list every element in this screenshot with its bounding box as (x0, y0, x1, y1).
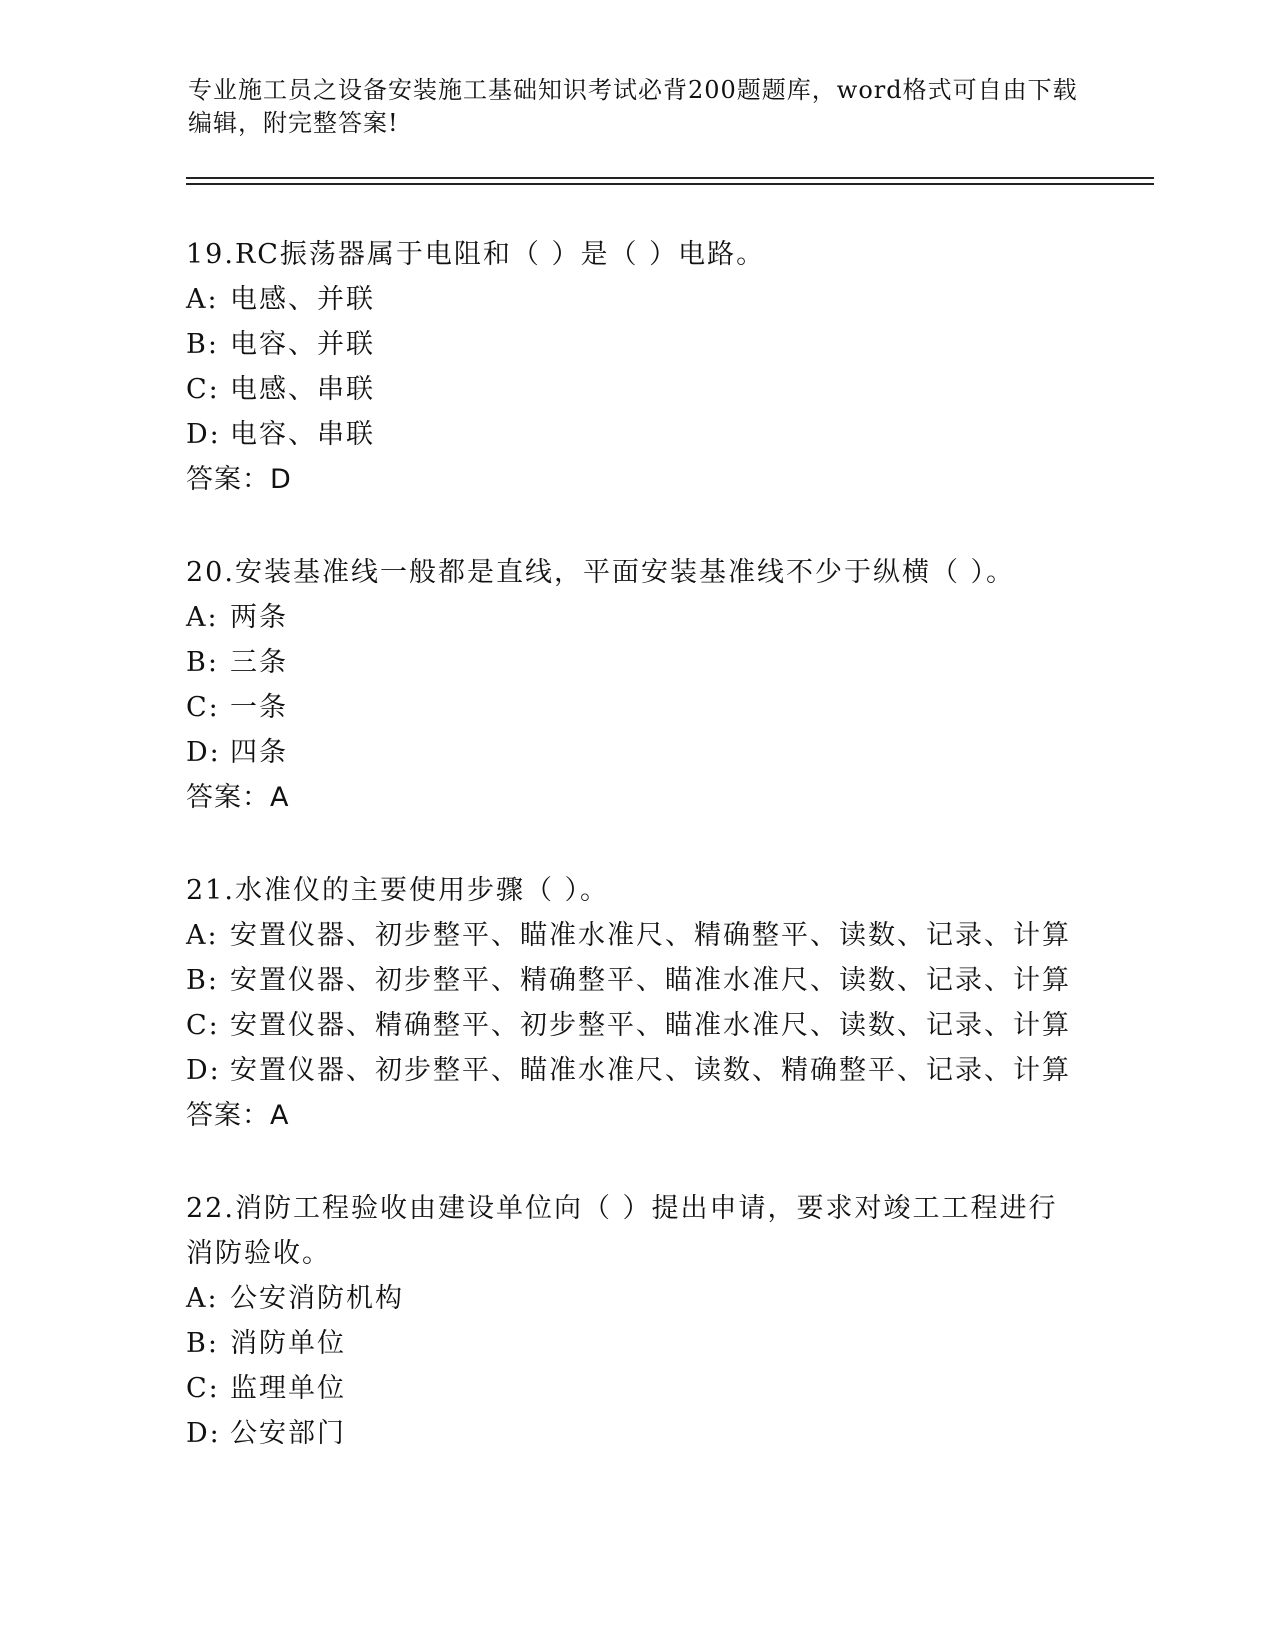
option-b (186, 958, 1086, 1003)
option-text: 两条 (230, 602, 288, 633)
option-text: 监理单位 (230, 1373, 346, 1404)
question-21 (186, 868, 1086, 1138)
question-stem: 20.安装基准线一般都是直线，平面安装基准线不少于纵横（ ）。 (186, 557, 1016, 588)
question-stem: 22.消防工程验收由建设单位向（ ）提出申请，要求对竣工工程进行 (186, 1193, 1058, 1224)
option-letter: A: (186, 602, 219, 633)
option-text: 电感、并联 (230, 284, 375, 315)
option-text: 电容、串联 (230, 419, 375, 450)
option-text: 安置仪器、初步整平、精确整平、瞄准水准尺、读数、记录、计算 (230, 965, 1071, 996)
option-letter: B: (186, 965, 219, 996)
option-letter: C: (186, 374, 220, 405)
option-text: 安置仪器、精确整平、初步整平、瞄准水准尺、读数、记录、计算 (230, 1010, 1071, 1041)
option-text: 电感、串联 (230, 374, 375, 405)
option-c (186, 367, 1086, 412)
answer-line: 答案：D (186, 464, 292, 495)
option-d (186, 1048, 1086, 1093)
option-letter: D: (186, 737, 221, 768)
option-b (186, 322, 1086, 367)
option-letter: D: (186, 1418, 221, 1449)
option-c (186, 685, 1086, 730)
option-letter: B: (186, 647, 219, 678)
answer-line: 答案：A (186, 1100, 290, 1131)
question-22 (186, 1186, 1086, 1456)
question-stem-continuation: 消防验收。 (186, 1238, 331, 1269)
option-letter: C: (186, 692, 220, 723)
option-text: 消防单位 (230, 1328, 346, 1359)
option-letter: B: (186, 329, 219, 360)
option-b (186, 1321, 1086, 1366)
option-letter: C: (186, 1373, 220, 1404)
option-d (186, 412, 1086, 457)
question-19 (186, 232, 1086, 502)
header-divider-bottom (186, 183, 1154, 185)
option-c (186, 1003, 1086, 1048)
answer-line: 答案：A (186, 782, 290, 813)
option-letter: A: (186, 920, 219, 951)
question-stem: 19.RC振荡器属于电阻和（ ）是（ ）电路。 (186, 239, 766, 270)
option-a (186, 595, 1086, 640)
option-a (186, 1276, 1086, 1321)
question-20 (186, 550, 1086, 820)
document-header (188, 74, 1088, 140)
option-text: 三条 (230, 647, 288, 678)
option-text: 公安消防机构 (230, 1283, 404, 1314)
header-divider-top (186, 177, 1154, 179)
option-text: 一条 (230, 692, 288, 723)
option-letter: B: (186, 1328, 219, 1359)
header-title-line-1: 专业施工员之设备安装施工基础知识考试必背200题题库，word格式可自由下载 (188, 76, 1078, 104)
header-title-line-2: 编辑，附完整答案! (188, 109, 399, 137)
option-c (186, 1366, 1086, 1411)
option-letter: D: (186, 1055, 221, 1086)
option-a (186, 913, 1086, 958)
option-text: 安置仪器、初步整平、瞄准水准尺、精确整平、读数、记录、计算 (230, 920, 1071, 951)
option-d (186, 730, 1086, 775)
option-a (186, 277, 1086, 322)
option-letter: D: (186, 419, 221, 450)
option-letter: A: (186, 1283, 219, 1314)
question-stem: 21.水准仪的主要使用步骤（ ）。 (186, 875, 610, 906)
option-text: 四条 (230, 737, 288, 768)
option-text: 安置仪器、初步整平、瞄准水准尺、读数、精确整平、记录、计算 (230, 1055, 1071, 1086)
option-text: 公安部门 (230, 1418, 346, 1449)
option-letter: A: (186, 284, 219, 315)
option-text: 电容、并联 (230, 329, 375, 360)
option-letter: C: (186, 1010, 220, 1041)
option-d (186, 1411, 1086, 1456)
option-b (186, 640, 1086, 685)
